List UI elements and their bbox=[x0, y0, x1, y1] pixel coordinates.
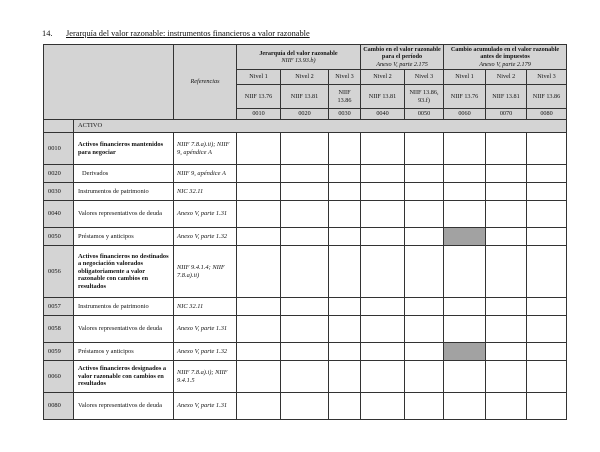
section-heading bbox=[42, 29, 310, 39]
value-cell[interactable] bbox=[329, 343, 361, 361]
value-cell[interactable] bbox=[486, 133, 527, 165]
row-reference: Anexo V, parte 1.32 bbox=[174, 228, 237, 246]
value-cell[interactable] bbox=[405, 183, 444, 201]
row-label: Instrumentos de patrimonio bbox=[74, 183, 174, 201]
value-cell[interactable] bbox=[281, 183, 329, 201]
value-cell[interactable] bbox=[444, 361, 486, 393]
row-code: 0057 bbox=[44, 298, 74, 316]
value-cell[interactable] bbox=[281, 298, 329, 316]
row-reference: Anexo V, parte 1.31 bbox=[174, 316, 237, 343]
column-code: 0070 bbox=[486, 109, 527, 120]
value-cell[interactable] bbox=[361, 343, 405, 361]
section-code-cell bbox=[44, 120, 74, 133]
value-cell[interactable] bbox=[329, 165, 361, 183]
value-cell[interactable] bbox=[527, 183, 567, 201]
row-label: Préstamos y anticipos bbox=[74, 228, 174, 246]
level-header: Nivel 3 bbox=[527, 70, 567, 85]
header-corner bbox=[44, 45, 174, 120]
row-reference: NIIF 7.8.a).i); NIIF 9.4.1.5 bbox=[174, 361, 237, 393]
row-code: 0020 bbox=[44, 165, 74, 183]
value-cell[interactable] bbox=[527, 316, 567, 343]
value-cell[interactable] bbox=[444, 298, 486, 316]
value-cell[interactable] bbox=[405, 393, 444, 420]
value-cell[interactable] bbox=[329, 316, 361, 343]
value-cell[interactable] bbox=[361, 133, 405, 165]
value-cell[interactable] bbox=[527, 246, 567, 298]
value-cell[interactable] bbox=[237, 228, 281, 246]
row-code: 0030 bbox=[44, 183, 74, 201]
value-cell[interactable] bbox=[281, 343, 329, 361]
value-cell[interactable] bbox=[486, 201, 527, 228]
column-code: 0030 bbox=[329, 109, 361, 120]
value-cell[interactable] bbox=[329, 201, 361, 228]
value-cell[interactable] bbox=[486, 183, 527, 201]
value-cell[interactable] bbox=[237, 201, 281, 228]
level-reference: NIIF 13.81 bbox=[486, 85, 527, 109]
column-code: 0020 bbox=[281, 109, 329, 120]
row-label: Instrumentos de patrimonio bbox=[74, 298, 174, 316]
row-code: 0058 bbox=[44, 316, 74, 343]
column-code: 0040 bbox=[361, 109, 405, 120]
row-code: 0010 bbox=[44, 133, 74, 165]
value-cell[interactable] bbox=[329, 183, 361, 201]
level-reference: NIIF 13.86, 93.f) bbox=[405, 85, 444, 109]
value-cell[interactable] bbox=[527, 393, 567, 420]
value-cell[interactable] bbox=[486, 228, 527, 246]
value-cell[interactable] bbox=[486, 298, 527, 316]
blocked-cell bbox=[444, 228, 486, 246]
section-label: ACTIVO bbox=[74, 120, 567, 133]
row-reference: Anexo V, parte 1.31 bbox=[174, 393, 237, 420]
value-cell[interactable] bbox=[444, 316, 486, 343]
value-cell[interactable] bbox=[361, 183, 405, 201]
value-cell[interactable] bbox=[281, 133, 329, 165]
value-cell[interactable] bbox=[527, 361, 567, 393]
value-cell[interactable] bbox=[329, 246, 361, 298]
value-cell[interactable] bbox=[444, 183, 486, 201]
row-label: Valores representativos de deuda bbox=[74, 316, 174, 343]
value-cell[interactable] bbox=[237, 316, 281, 343]
value-cell[interactable] bbox=[237, 343, 281, 361]
value-cell[interactable] bbox=[486, 316, 527, 343]
level-reference: NIIF 13.81 bbox=[281, 85, 329, 109]
references-header: Referencias bbox=[174, 45, 237, 120]
blocked-cell bbox=[444, 343, 486, 361]
column-code: 0060 bbox=[444, 109, 486, 120]
value-cell[interactable] bbox=[486, 361, 527, 393]
row-reference: NIC 32.11 bbox=[174, 183, 237, 201]
row-reference: NIIF 9, apéndice A bbox=[174, 165, 237, 183]
level-header: Nivel 1 bbox=[237, 70, 281, 85]
row-code: 0080 bbox=[44, 393, 74, 420]
row-label: Valores representativos de deuda bbox=[74, 201, 174, 228]
value-cell[interactable] bbox=[444, 133, 486, 165]
value-cell[interactable] bbox=[444, 201, 486, 228]
value-cell[interactable] bbox=[361, 393, 405, 420]
value-cell[interactable] bbox=[329, 228, 361, 246]
row-code: 0060 bbox=[44, 361, 74, 393]
value-cell[interactable] bbox=[237, 298, 281, 316]
value-cell[interactable] bbox=[237, 183, 281, 201]
value-cell[interactable] bbox=[281, 201, 329, 228]
level-header: Nivel 2 bbox=[486, 70, 527, 85]
section-title: Jerarquía del valor razonable: instrumentos financieros a valor razonable bbox=[66, 29, 310, 38]
row-code: 0040 bbox=[44, 201, 74, 228]
value-cell[interactable] bbox=[361, 246, 405, 298]
value-cell[interactable] bbox=[237, 246, 281, 298]
value-cell[interactable] bbox=[361, 298, 405, 316]
level-header: Nivel 2 bbox=[281, 70, 329, 85]
value-cell[interactable] bbox=[405, 361, 444, 393]
value-cell[interactable] bbox=[329, 393, 361, 420]
row-label: Activos financieros designados a valor razonable con cambios en resultados bbox=[74, 361, 174, 393]
value-cell[interactable] bbox=[281, 228, 329, 246]
value-cell[interactable] bbox=[486, 246, 527, 298]
value-cell[interactable] bbox=[281, 316, 329, 343]
value-cell[interactable] bbox=[527, 298, 567, 316]
value-cell[interactable] bbox=[405, 201, 444, 228]
value-cell[interactable] bbox=[237, 165, 281, 183]
row-code: 0059 bbox=[44, 343, 74, 361]
value-cell[interactable] bbox=[281, 246, 329, 298]
row-label: Préstamos y anticipos bbox=[74, 343, 174, 361]
value-cell[interactable] bbox=[281, 165, 329, 183]
row-reference: NIIF 7.8.a).ii); NIIF 9, apéndice A bbox=[174, 133, 237, 165]
row-code: 0050 bbox=[44, 228, 74, 246]
group-header-period-change: Cambio en el valor razonable para el período Anexo V, parte 2.175 bbox=[361, 45, 444, 70]
level-reference: NIIF 13.86 bbox=[527, 85, 567, 109]
row-reference: Anexo V, parte 1.32 bbox=[174, 343, 237, 361]
value-cell[interactable] bbox=[361, 228, 405, 246]
column-code: 0010 bbox=[237, 109, 281, 120]
value-cell[interactable] bbox=[405, 298, 444, 316]
group-header-hierarchy: Jerarquía del valor razonable NIIF 13.93.b) bbox=[237, 45, 361, 70]
column-code: 0080 bbox=[527, 109, 567, 120]
row-label: Valores representativos de deuda bbox=[74, 393, 174, 420]
value-cell[interactable] bbox=[329, 298, 361, 316]
value-cell[interactable] bbox=[527, 165, 567, 183]
value-cell[interactable] bbox=[527, 133, 567, 165]
row-label: Derivados bbox=[74, 165, 174, 183]
value-cell[interactable] bbox=[486, 393, 527, 420]
row-reference: Anexo V, parte 1.31 bbox=[174, 201, 237, 228]
value-cell[interactable] bbox=[527, 343, 567, 361]
value-cell[interactable] bbox=[237, 361, 281, 393]
value-cell[interactable] bbox=[405, 228, 444, 246]
level-header: Nivel 3 bbox=[405, 70, 444, 85]
value-cell[interactable] bbox=[405, 343, 444, 361]
value-cell[interactable] bbox=[444, 165, 486, 183]
value-cell[interactable] bbox=[329, 133, 361, 165]
level-header: Nivel 2 bbox=[361, 70, 405, 85]
level-reference: NIIF 13.86 bbox=[329, 85, 361, 109]
value-cell[interactable] bbox=[281, 361, 329, 393]
value-cell[interactable] bbox=[405, 165, 444, 183]
column-code: 0050 bbox=[405, 109, 444, 120]
value-cell[interactable] bbox=[444, 393, 486, 420]
value-cell[interactable] bbox=[281, 393, 329, 420]
value-cell[interactable] bbox=[527, 201, 567, 228]
level-header: Nivel 1 bbox=[444, 70, 486, 85]
value-cell[interactable] bbox=[361, 361, 405, 393]
level-reference: NIIF 13.76 bbox=[444, 85, 486, 109]
row-reference: NIIF 9.4.1.4; NIIF 7.8.a).ii) bbox=[174, 246, 237, 298]
value-cell[interactable] bbox=[486, 343, 527, 361]
group-header-accumulated-change: Cambio acumulado en el valor razonable antes de impuestos Anexo V, parte 2.179 bbox=[444, 45, 567, 70]
value-cell[interactable] bbox=[329, 361, 361, 393]
value-cell[interactable] bbox=[361, 165, 405, 183]
value-cell[interactable] bbox=[361, 316, 405, 343]
value-cell[interactable] bbox=[486, 165, 527, 183]
value-cell[interactable] bbox=[237, 393, 281, 420]
value-cell[interactable] bbox=[405, 316, 444, 343]
level-reference: NIIF 13.76 bbox=[237, 85, 281, 109]
value-cell[interactable] bbox=[405, 246, 444, 298]
fair-value-hierarchy-table bbox=[43, 44, 567, 420]
value-cell[interactable] bbox=[361, 201, 405, 228]
value-cell[interactable] bbox=[444, 246, 486, 298]
value-cell[interactable] bbox=[405, 133, 444, 165]
row-label: Activos financieros mantenidos para negociar bbox=[74, 133, 174, 165]
row-code: 0056 bbox=[44, 246, 74, 298]
section-number: 14. bbox=[42, 29, 53, 38]
value-cell[interactable] bbox=[237, 133, 281, 165]
row-reference: NIC 32.11 bbox=[174, 298, 237, 316]
value-cell[interactable] bbox=[527, 228, 567, 246]
level-header: Nivel 3 bbox=[329, 70, 361, 85]
row-label: Activos financieros no destinados a negociación valorados obligatoriamente a valor razonable con cambios en resultados bbox=[74, 246, 174, 298]
level-reference: NIIF 13.81 bbox=[361, 85, 405, 109]
